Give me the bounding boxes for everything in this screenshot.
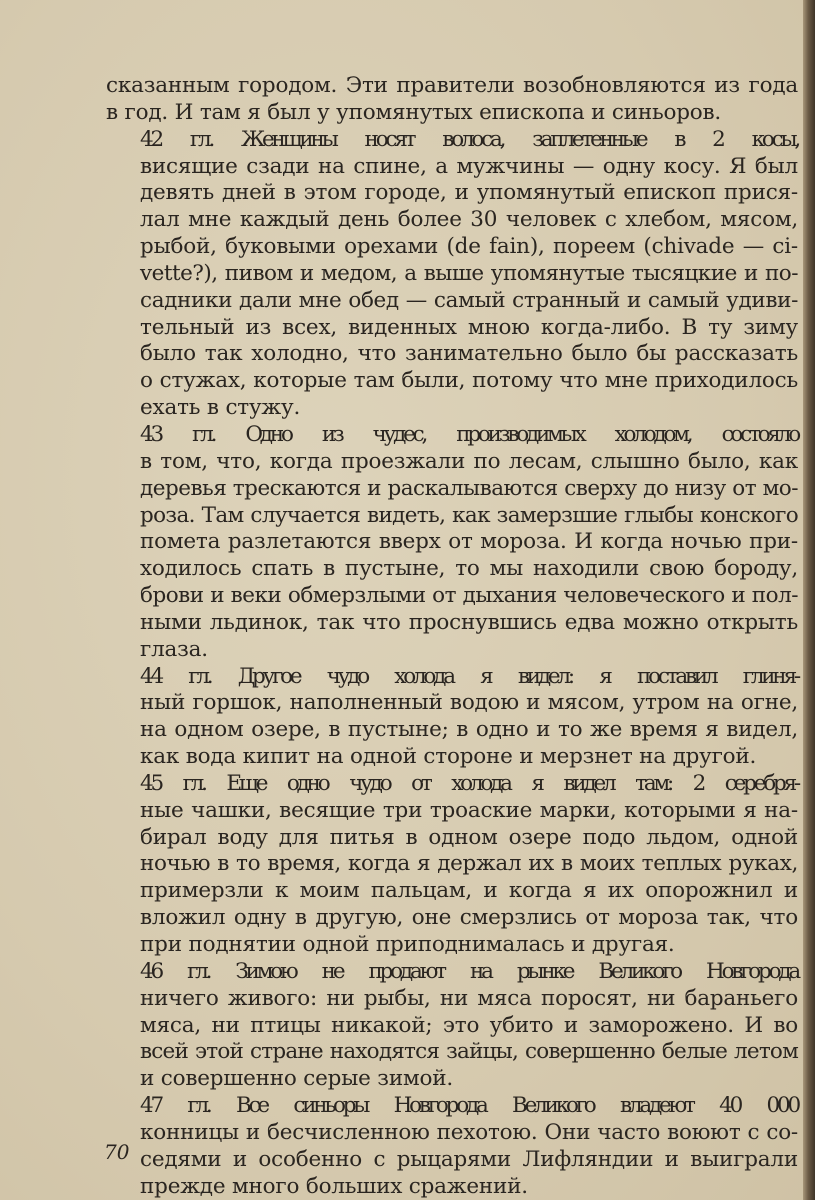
text-line: о стужах, которые там были, потому что мне приходилось	[140, 368, 798, 394]
text-line: сказанным городом. Эти правители возобновляются из года	[106, 73, 798, 98]
text-line: деревья трескаются и раскалываются сверху до низу от мо-	[140, 475, 798, 501]
text-line: садники дали мне обед — самый странный и самый удиви-	[140, 287, 798, 313]
paragraph	[106, 771, 798, 959]
text-line: в год. И там я был у упомянутых епископа и синьоров.	[106, 99, 722, 125]
page-number: 70	[104, 1140, 130, 1164]
paragraph	[106, 1093, 798, 1200]
text-line: 43 гл. Одно из чудес, производимых холодом, состояло	[140, 421, 798, 447]
text-line: ночью в то время, когда я держал их в моих теплых руках,	[140, 851, 798, 877]
text-line: рыбой, буковыми орехами (de fain), пореем (chivade — ci-	[140, 234, 798, 260]
text-line: как вода кипит на одной стороне и мерзнет на другой.	[140, 744, 757, 770]
text-line: ехать в стужу.	[140, 395, 301, 421]
text-line: было так холодно, что занимательно было бы рассказать	[140, 341, 798, 367]
paragraph	[106, 959, 798, 1093]
text-line: ничего живого: ни рыбы, ни мяса поросят, ни бараньего	[140, 985, 798, 1011]
paragraph	[106, 127, 798, 422]
body-text	[106, 73, 798, 1200]
text-line: глаза.	[140, 636, 208, 662]
text-line: вложил одну в другую, оне смерзлись от мороза так, что	[140, 905, 798, 931]
text-line: ходилось спать в пустыне, то мы находили свою бороду,	[140, 556, 798, 582]
text-line: прежде много больших сражений.	[140, 1173, 528, 1199]
paragraph	[106, 664, 798, 771]
text-line: на одном озере, в пустыне; в одно и то же время я видел,	[140, 717, 798, 743]
text-line: 44 гл. Другое чудо холода я видел: я поставил глиня-	[140, 663, 798, 689]
text-line: бирал воду для питья в одном озере подо льдом, одной	[140, 824, 798, 850]
text-line: примерзли к моим пальцам, и когда я их опорожнил и	[140, 878, 798, 904]
text-line: конницы и бесчисленною пехотою. Они часто воюют с со-	[140, 1119, 798, 1145]
text-line: 46 гл. Зимою не продают на рынке Великого Новгорода	[140, 958, 798, 984]
text-line: помета разлетаются вверх от мороза. И когда ночью при-	[140, 529, 798, 555]
text-line: ный горшок, наполненный водою и мясом, утром на огне,	[140, 690, 798, 716]
paragraph	[106, 422, 798, 664]
text-line: мяса, ни птицы никакой; это убито и заморожено. И во	[140, 1012, 798, 1038]
text-line: ными льдинок, так что проснувшись едва можно открыть	[140, 609, 798, 635]
text-line: всей этой стране находятся зайцы, совершенно белые летом	[140, 1039, 798, 1065]
text-line: висящие сзади на спине, а мужчины — одну косу. Я был	[140, 153, 798, 179]
text-line: девять дней в этом городе, и упомянутый епископ прися-	[140, 180, 798, 206]
page-edge	[803, 0, 815, 1200]
text-line: в том, что, когда проезжали по лесам, слышно было, как	[140, 448, 798, 474]
text-line: при поднятии одной приподнималась и другая.	[140, 932, 675, 957]
text-line: 42 гл. Женщины носят волоса, заплетенные в 2 косы,	[140, 126, 798, 152]
text-line: ные чашки, весящие три троаские марки, которыми я на-	[140, 797, 798, 823]
text-line: лал мне каждый день более 30 человек с хлебом, мясом,	[140, 207, 798, 233]
text-line: седями и особенно с рыцарями Лифляндии и выиграли	[140, 1146, 798, 1172]
text-line: брови и веки обмерзлыми от дыхания человеческого и пол-	[140, 583, 798, 609]
text-line: 45 гл. Еще одно чудо от холода я видел там: 2 серебря-	[140, 770, 798, 796]
text-line: тельный из всех, виденных мною когда-либо. В ту зиму	[140, 314, 798, 340]
text-line: и совершенно серые зимой.	[140, 1066, 453, 1092]
text-line: роза. Там случается видеть, как замерзшие глыбы конского	[140, 502, 798, 528]
paragraph	[106, 73, 798, 127]
text-line: vette?), пивом и медом, а выше упомянутые тысяцкие и по-	[140, 260, 798, 286]
text-line: 47 гл. Все синьоры Новгорода Великого владеют 40 000	[140, 1093, 798, 1119]
